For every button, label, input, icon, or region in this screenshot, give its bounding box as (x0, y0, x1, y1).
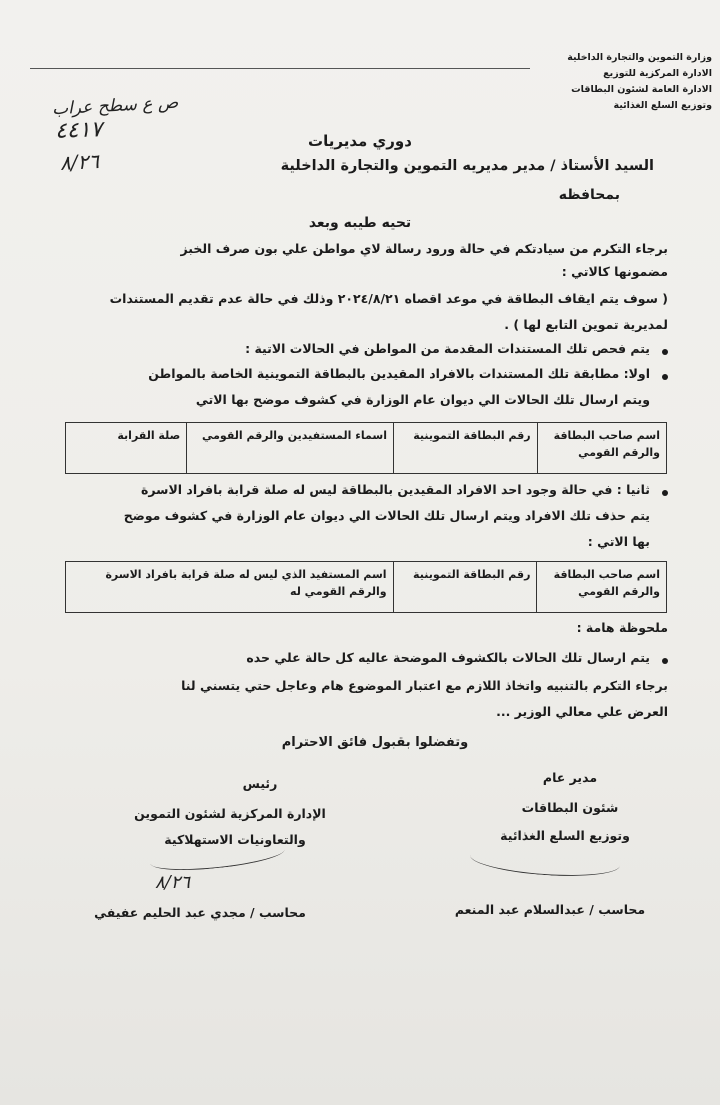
bullet-icon (662, 490, 668, 496)
handwritten-ref-note: ص ع سطح عراب (51, 92, 179, 120)
right-signatory-name: محاسب / عبدالسلام عبد المنعم (454, 902, 646, 917)
left-signatory-department: الإدارة المركزية لشئون التموين (134, 806, 326, 821)
left-signature-date: ٨/٢٦ (155, 872, 191, 893)
note-heading: ملحوظة هامة : (576, 620, 668, 635)
letter-addressee: السيد الأستاذ / مدير مديريه التموين والتجارة الداخلية (280, 158, 654, 174)
handwritten-ref-date: ٨/٢٦ (59, 148, 100, 176)
second-case-table (65, 561, 667, 613)
second-case-line-1: ثانيا : في حالة وجود احد الافراد المقيدين بالبطاقة ليس له صلة قرابة بافراد الاسرة (141, 482, 650, 497)
bullet-icon (662, 349, 668, 355)
right-signatory-section: وتوزيع السلع الغذائية (500, 828, 630, 843)
message-line-1: ( سوف يتم ايقاف البطاقة في موعد اقصاه ٢٠٢٤/٨/٢١ وذلك في حالة عدم تقديم المستندات (109, 291, 668, 306)
left-signatory-section: والتعاونيات الاستهلاكية (164, 832, 306, 847)
right-signatory-department: شئون البطاقات (521, 800, 619, 815)
general-admin-name: الادارة العامة لشئون البطاقات (571, 84, 712, 95)
right-signatory-title: مدير عام (542, 770, 598, 785)
check-line: يتم فحص تلك المستندات المقدمة من المواطن في الحالات الاتية : (245, 341, 650, 356)
message-line-2: لمديرية تموين التابع لها ) . (504, 317, 668, 332)
header-divider (30, 68, 530, 69)
letter-governorate: بمحافظه (558, 187, 620, 203)
letter-greeting: تحيه طيبه وبعد (308, 215, 412, 231)
closing-line-1: برجاء التكرم بالتنبيه واتخاذ اللازم مع اعتبار الموضوع هام وعاجل حتي يتسني لنا (181, 678, 668, 693)
first-case-line-1: اولا: مطابقة تلك المستندات بالافراد المقيدين بالبطاقة التموينية الخاصة بالمواطن (148, 366, 650, 381)
letter-subject: دوري مديريات (308, 132, 412, 150)
table-cell: صلة القرابة (66, 423, 187, 474)
ministry-name: وزارة التموين والتجارة الداخلية (567, 52, 712, 63)
regards-line: وتفضلوا بقبول فائق الاحترام (281, 735, 469, 750)
second-case-line-3: بها الاتي : (587, 534, 650, 549)
left-signatory-title: رئيس (242, 776, 278, 791)
central-admin-name: الادارة المركزية للتوزيع (603, 68, 712, 79)
handwritten-ref-number: ٤٤١٧ (54, 117, 103, 144)
table-cell: رقم البطاقة التموينية (393, 562, 537, 613)
note-line: يتم ارسال تلك الحالات بالكشوف الموضحة عاليه كل حالة علي حده (246, 650, 650, 665)
bullet-icon (662, 658, 668, 664)
table-cell: اسم صاحب البطاقة والرقم القومي (537, 423, 666, 474)
first-case-line-2: ويتم ارسال تلك الحالات الي ديوان عام الوزارة في كشوف موضح بها الاتي (195, 392, 650, 407)
table-cell: اسماء المستفيدين والرقم القومي (187, 423, 394, 474)
table-cell: اسم صاحب البطاقة والرقم القومي (537, 562, 667, 613)
intro-line-2: مضمونها كالاتي : (561, 264, 668, 279)
second-case-line-2: يتم حذف تلك الافراد ويتم ارسال تلك الحالات الي ديوان عام الوزارة في كشوف موضح (123, 508, 650, 523)
closing-line-2: العرض علي معالي الوزير ... (496, 704, 668, 719)
table-row (66, 562, 667, 613)
first-case-table (65, 422, 667, 474)
table-row (66, 423, 667, 474)
table-cell: رقم البطاقة التموينية (394, 423, 538, 474)
left-signatory-name: محاسب / مجدي عبد الحليم عفيفي (94, 905, 306, 920)
right-signature-mark (469, 841, 621, 880)
food-distribution-name: وتوزيع السلع الغذائية (613, 100, 712, 111)
table-cell: اسم المستفيد الذي ليس له صلة قرابة بافراد الاسرة والرقم القومي له (66, 562, 394, 613)
ministry-header (502, 50, 712, 114)
intro-line-1: برجاء التكرم من سيادتكم في حالة ورود رسالة لاي مواطن علي بون صرف الخبز (180, 241, 668, 256)
bullet-icon (662, 374, 668, 380)
